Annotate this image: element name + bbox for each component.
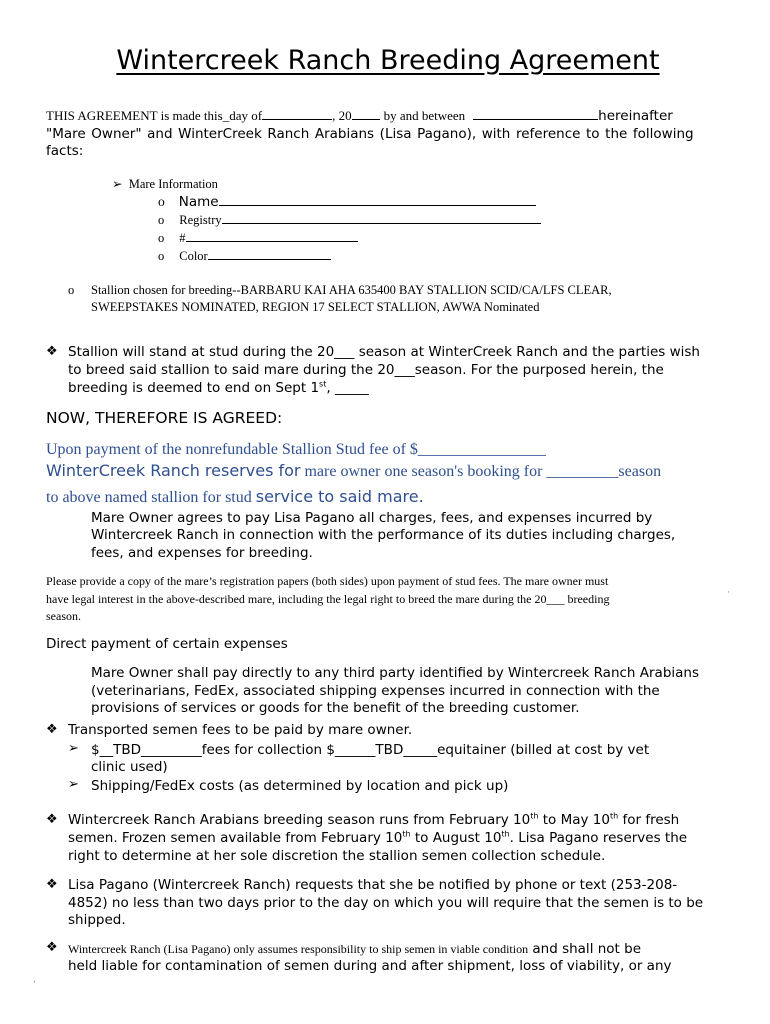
intro-line-2: "Mare Owner" and WinterCreek Ranch Arabians (Lisa Pagano), with reference to the following — [46, 126, 694, 142]
intro-line-3: facts: — [46, 143, 84, 159]
four-diamond-bullet-icon: ❖ — [46, 812, 58, 827]
four-diamond-bullet-icon: ❖ — [46, 940, 58, 955]
shipping-line: Shipping/FedEx costs (as determined by location and pick up) — [91, 778, 509, 794]
arrowhead-bullet-icon: ➢ — [112, 177, 123, 191]
hollow-circle-bullet-icon: o — [158, 194, 165, 209]
arrowhead-bullet-icon: ➢ — [68, 741, 79, 756]
stud-season-line-1: Stallion will stand at stud during the 20___ season at WinterCreek Ranch and the parties wish — [68, 344, 700, 360]
direct-payment-heading: Direct payment of certain expenses — [46, 636, 288, 652]
responsibility-line-1: Wintercreek Ranch (Lisa Pagano) only assumes responsibility to ship semen in viable condition and shall not be — [68, 941, 642, 957]
four-diamond-bullet-icon: ❖ — [46, 722, 58, 737]
hollow-circle-bullet-icon: o — [158, 249, 165, 263]
agreed-heading: NOW, THEREFORE IS AGREED: — [46, 409, 283, 427]
mare-info-heading: ➢ Mare Information — [112, 177, 218, 191]
stud-season-line-3: breeding is deemed to end on Sept 1st, _____ — [68, 379, 369, 396]
season-runs-line-2: semen. Frozen semen available from February 10th to August 10th. Lisa Pagano reserves the — [68, 829, 688, 846]
fees-line-2: clinic used) — [91, 759, 168, 775]
stud-fee-line-2: WinterCreek Ranch reserves for mare owner one season's booking for _________season — [46, 461, 662, 480]
stray-mark: ' — [33, 980, 36, 990]
direct-payment-line-2: (veterinarians, FedEx, associated shipping expenses incurred in connection with the — [91, 683, 660, 699]
mare-field-number: o # — [158, 229, 358, 246]
arrowhead-bullet-icon: ➢ — [68, 777, 79, 792]
stud-fee-line-3: to above named stallion for stud service to said mare. — [46, 487, 424, 506]
color-blank — [208, 247, 331, 260]
charges-line-3: fees, and expenses for breeding. — [91, 545, 313, 561]
notify-line-2: 4852) no less than two days prior to the day on which you will require that the semen is to be — [68, 895, 704, 911]
direct-payment-line-3: provisions of services or goods for the benefit of the breeding customer. — [91, 700, 580, 716]
stray-mark: · — [727, 588, 730, 598]
charges-line-2: Wintercreek Ranch in connection with the performance of its duties including charges, — [91, 527, 676, 543]
intro-line-1: THIS AGREEMENT is made this_day of , 20 by and between hereinafter — [46, 108, 673, 124]
transported-line: Transported semen fees to be paid by mare owner. — [68, 722, 413, 738]
stallion-chosen-line-2: SWEEPSTAKES NOMINATED, REGION 17 SELECT STALLION, AWWA Nominated — [91, 300, 540, 314]
charges-line-1: Mare Owner agrees to pay Lisa Pagano all charges, fees, and expenses incurred by — [91, 510, 653, 526]
hollow-circle-bullet-icon: o — [158, 231, 165, 245]
day-blank — [262, 107, 332, 120]
mare-field-color: o Color — [158, 247, 331, 264]
four-diamond-bullet-icon: ❖ — [46, 344, 58, 359]
year-blank — [352, 107, 380, 120]
notify-line-1: Lisa Pagano (Wintercreek Ranch) requests that she be notified by phone or text (253-208- — [68, 877, 678, 893]
hollow-circle-bullet-icon: o — [158, 213, 165, 227]
hollow-circle-bullet-icon: o — [68, 283, 75, 297]
registration-line-1: Please provide a copy of the mare’s registration papers (both sides) upon payment of stud fees. The mare owner must — [46, 574, 609, 588]
registry-blank — [222, 211, 541, 224]
four-diamond-bullet-icon: ❖ — [46, 877, 58, 892]
notify-line-3: shipped. — [68, 912, 126, 928]
registration-line-2: have legal interest in the above-described mare, including the legal right to breed the mare during the 20___ breeding — [46, 592, 610, 606]
fees-line-1: $__TBD_________fees for collection $______TBD_____equitainer (billed at cost by vet — [91, 742, 650, 758]
name-blank — [219, 193, 536, 206]
number-blank — [186, 229, 358, 242]
season-runs-line-3: right to determine at her sole discretion the stallion semen collection schedule. — [68, 848, 606, 864]
season-runs-line-1: Wintercreek Ranch Arabians breeding season runs from February 10th to May 10th for fresh — [68, 811, 680, 828]
page-title: Wintercreek Ranch Breeding Agreement — [116, 45, 660, 76]
mare-field-registry: o Registry — [158, 211, 541, 228]
direct-payment-line-1: Mare Owner shall pay directly to any third party identified by Wintercreek Ranch Arabians — [91, 665, 700, 681]
registration-line-3: season. — [46, 609, 81, 623]
stallion-chosen-line-1: Stallion chosen for breeding--BARBARU KAI AHA 635400 BAY STALLION SCID/CA/LFS CLEAR, — [91, 283, 612, 297]
stud-season-line-2: to breed said stallion to said mare during the 20___season. For the purposed herein, the — [68, 362, 664, 378]
mare-field-name: o Name — [158, 193, 536, 210]
party-blank — [473, 107, 598, 120]
stud-fee-line-1: Upon payment of the nonrefundable Stallion Stud fee of $________________ — [46, 441, 546, 458]
responsibility-line-2: held liable for contamination of semen during and after shipment, loss of viability, or any — [68, 958, 672, 974]
